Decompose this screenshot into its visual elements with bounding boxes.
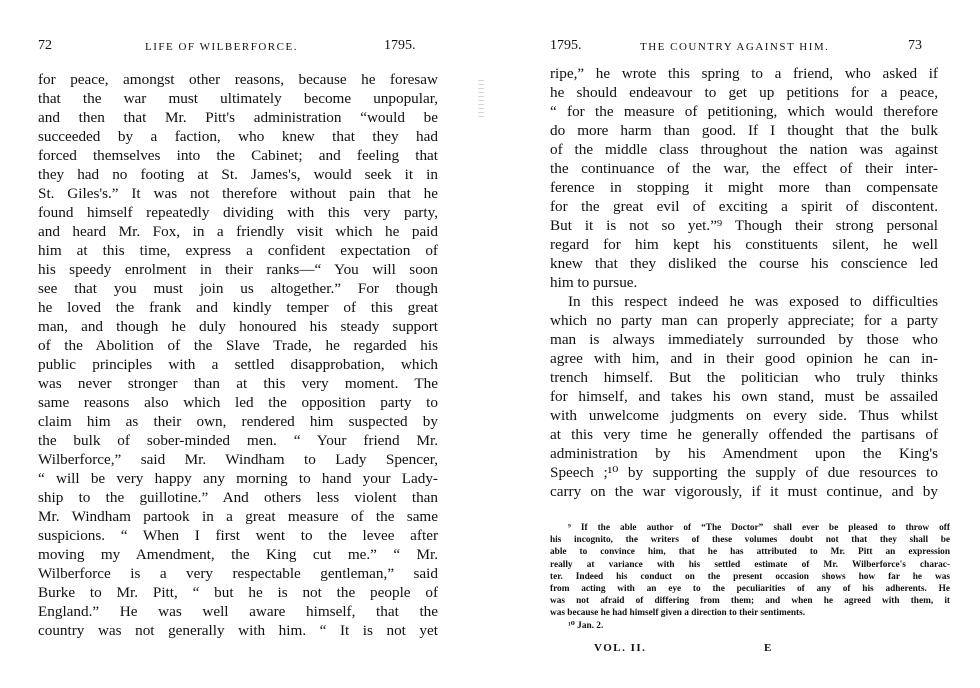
right-year: 1795.	[550, 38, 582, 53]
left-body-text	[38, 70, 438, 640]
text-line: was never stronger than at this very moment. The	[38, 375, 438, 392]
text-line: England.” He was well aware himself, that the	[38, 603, 438, 620]
text-line: Burke to Mr. Pitt, “ but he is not the people of	[38, 584, 438, 601]
text-line: they had no footing at St. James's, would seek it in	[38, 166, 438, 183]
right-header	[490, 38, 980, 58]
text-line: Mr. Windham partook in a great measure of the same	[38, 508, 438, 525]
text-line: suspicions. “ When I first went to the levee after	[38, 527, 438, 544]
signature-volume: VOL. II.	[594, 642, 647, 654]
gutter-mark	[478, 80, 484, 120]
text-line: “ will be very happy any morning to hand your Lady-	[38, 470, 438, 487]
text-line: for himself, and takes his own stand, must be assailed	[550, 388, 938, 405]
text-line: “ for the measure of petitioning, which would therefore	[550, 103, 938, 120]
text-line: ripe,” he wrote this spring to a friend, who asked if	[550, 65, 938, 82]
text-line: regard for him kept his constituents silent, he well	[550, 236, 938, 253]
footnote-line: his incognito, the writers of these volumes doubt not that they shall be	[550, 535, 950, 546]
footnote-line: was because he had himself given a direction to their sentiments.	[550, 608, 806, 619]
footnote-line: ¹⁰ Jan. 2.	[568, 620, 604, 631]
text-line: man is always immediately surrounded by those who	[550, 331, 938, 348]
text-line: for the great evil of exciting a spirit of discontent.	[550, 198, 938, 215]
text-line: of the middle class throughout the nation was against	[550, 141, 938, 158]
footnote-line: really at variance with his settled estimate of Mr. Wilberforce's charac-	[550, 559, 950, 570]
footnote-line: from acting with an eye to the peculiarities of any of his adherents. He	[550, 583, 950, 594]
text-line: he loved the frank and kindly temper of this great	[38, 299, 438, 316]
text-line: the bulk of sober-minded men. “ Your friend Mr.	[38, 432, 438, 449]
text-line: man, and though he duly honoured his steady support	[38, 318, 438, 335]
text-line: ference in stopping it might more than compensate	[550, 179, 938, 196]
text-line: of the Abolition of the Slave Trade, he regarded his	[38, 337, 438, 354]
text-line: administration by his Amendment upon the King's	[550, 445, 938, 462]
text-line: St. Giles's.” It was not therefore without pain that he	[38, 185, 438, 202]
footnote-line: ter. Indeed his conduct on the present occasion shows how far he was	[550, 571, 950, 582]
left-page	[0, 0, 480, 688]
text-line: Wilberforce,” said Mr. Windham to Lady Spencer,	[38, 451, 438, 468]
text-line: knew that they disliked the course his conscience led	[550, 255, 938, 272]
footnote-line: was not afraid of differing from them; and when he agreed with them, it	[550, 596, 950, 607]
signature-letter: E	[764, 642, 773, 654]
text-line: public principles with a settled disapprobation, which	[38, 356, 438, 373]
text-line: see that you must join us altogether.” For though	[38, 280, 438, 297]
text-line: moving my Amendment, the King cut me.” “ Mr.	[38, 546, 438, 563]
text-line: which no party man can properly appreciate; for a party	[550, 312, 938, 329]
text-line: same reasons also which led the opposition party to	[38, 394, 438, 411]
text-line: him at this time, express a confident expectation of	[38, 242, 438, 259]
left-year: 1795.	[384, 38, 416, 53]
text-line: at this very time he generally offended the partisans of	[550, 426, 938, 443]
text-line: In this respect indeed he was exposed to difficulties	[568, 293, 938, 310]
text-line: found himself repeatedly dividing with this very party,	[38, 204, 438, 221]
left-header	[0, 38, 480, 58]
text-line: and heard Mr. Fox, in a friendly visit which he paid	[38, 223, 438, 240]
text-line: succeeded by a faction, who knew that they had	[38, 128, 438, 145]
text-line: forced themselves into the Cabinet; and feeling that	[38, 147, 438, 164]
left-running-title: LIFE OF WILBERFORCE.	[145, 41, 298, 53]
text-line: and then that Mr. Pitt's administration “would be	[38, 109, 438, 126]
text-line: for peace, amongst other reasons, because he foresaw	[38, 71, 438, 88]
text-line: him to pursue.	[550, 274, 638, 291]
text-line: But it is not so yet.”⁹ Though their strong personal	[550, 217, 938, 234]
right-page-number: 73	[908, 38, 922, 53]
footnote-line: able to convince him, that he has attributed to Mr. Pitt an expression	[550, 547, 950, 558]
right-page	[490, 0, 980, 688]
text-line: that the war must ultimately become unpopular,	[38, 90, 438, 107]
right-running-title: THE COUNTRY AGAINST HIM.	[640, 41, 830, 53]
text-line: carry on the war vigorously, if it must continue, and by	[550, 483, 938, 500]
text-line: agree with him, and in their good opinion he can in-	[550, 350, 938, 367]
left-page-number: 72	[38, 38, 52, 53]
text-line: trench himself. But the politician who truly thinks	[550, 369, 938, 386]
text-line: ship to the guillotine.” And others less violent than	[38, 489, 438, 506]
text-line: claim him as their own, rendered him suspected by	[38, 413, 438, 430]
text-line: do more harm than good. If I thought that the bulk	[550, 122, 938, 139]
text-line: the continuance of the war, the effect of their inter-	[550, 160, 938, 177]
footnote-line: ⁹ If the able author of “The Doctor” shall ever be pleased to throw off	[568, 523, 950, 533]
text-line: country was not generally with him. “ It is not yet	[38, 622, 438, 639]
text-line: Wilberforce is a very respectable gentleman,” said	[38, 565, 438, 582]
text-line: with unwelcome judgments on every side. Thus whilst	[550, 407, 938, 424]
footnotes	[550, 522, 950, 632]
text-line: his speedy enrolment in their ranks—“ You will soon	[38, 261, 438, 278]
text-line: he should endeavour to get up petitions for a peace,	[550, 84, 938, 101]
right-body-text	[550, 64, 938, 501]
text-line: Speech ;¹⁰ by supporting the supply of due resources to	[550, 464, 938, 481]
